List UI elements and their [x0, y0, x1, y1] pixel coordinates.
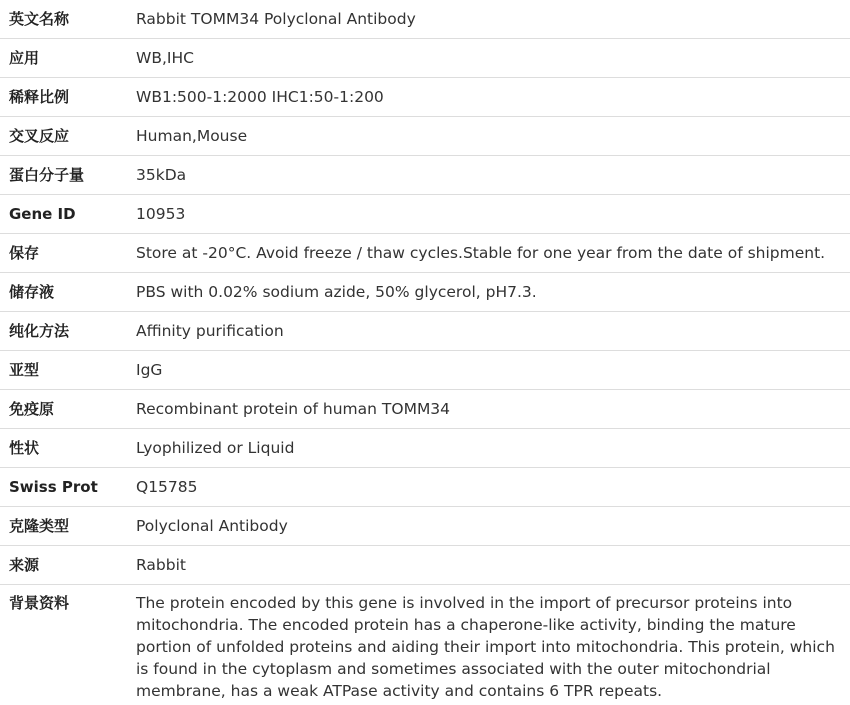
spec-label: Gene ID [0, 195, 136, 234]
spec-label: 蛋白分子量 [0, 156, 136, 195]
spec-value: Human,Mouse [136, 117, 850, 156]
spec-row-gene-id [0, 195, 850, 234]
spec-label: 纯化方法 [0, 312, 136, 351]
spec-row-swiss-prot [0, 468, 850, 507]
spec-value: Q15785 [136, 468, 850, 507]
spec-row-storage [0, 234, 850, 273]
spec-row-host [0, 546, 850, 585]
spec-row-molecular-weight [0, 156, 850, 195]
spec-label: 亚型 [0, 351, 136, 390]
spec-label: 稀释比例 [0, 78, 136, 117]
spec-value: 35kDa [136, 156, 850, 195]
spec-label: 来源 [0, 546, 136, 585]
spec-row-english-name [0, 0, 850, 39]
spec-value: Recombinant protein of human TOMM34 [136, 390, 850, 429]
spec-row-reactivity [0, 117, 850, 156]
spec-value: Rabbit [136, 546, 850, 585]
spec-value: WB1:500-1:2000 IHC1:50-1:200 [136, 78, 850, 117]
spec-value: Polyclonal Antibody [136, 507, 850, 546]
spec-row-clonality [0, 507, 850, 546]
spec-row-buffer [0, 273, 850, 312]
spec-label: 应用 [0, 39, 136, 78]
spec-label: 交叉反应 [0, 117, 136, 156]
spec-label: 保存 [0, 234, 136, 273]
spec-label: 储存液 [0, 273, 136, 312]
spec-row-form [0, 429, 850, 468]
spec-row-background [0, 585, 850, 703]
spec-value: IgG [136, 351, 850, 390]
spec-value-background: The protein encoded by this gene is involved in the import of precursor proteins into mitochondria. The encoded protein has a chaperone-like activity, binding the mature portion of unfolded proteins and aiding their import into mitochondria. This protein, which is found in the cytoplasm and sometimes associated with the outer mitochondrial membrane, has a weak ATPase activity and contains 6 TPR repeats. [136, 594, 835, 700]
spec-row-dilution [0, 78, 850, 117]
spec-value: WB,IHC [136, 39, 850, 78]
spec-label: 免疫原 [0, 390, 136, 429]
spec-label: Swiss Prot [0, 468, 136, 507]
spec-label: 性状 [0, 429, 136, 468]
spec-value: Lyophilized or Liquid [136, 429, 850, 468]
spec-row-purification [0, 312, 850, 351]
spec-label: 克隆类型 [0, 507, 136, 546]
spec-row-isotype [0, 351, 850, 390]
spec-row-application [0, 39, 850, 78]
spec-value: Store at -20°C. Avoid freeze / thaw cycles.Stable for one year from the date of shipment. [136, 234, 850, 273]
spec-value: PBS with 0.02% sodium azide, 50% glycerol, pH7.3. [136, 273, 850, 312]
spec-label: 背景资料 [9, 594, 70, 612]
spec-value: Affinity purification [136, 312, 850, 351]
spec-label: 英文名称 [0, 0, 136, 39]
spec-value: 10953 [136, 195, 850, 234]
spec-value: Rabbit TOMM34 Polyclonal Antibody [136, 0, 850, 39]
spec-row-immunogen [0, 390, 850, 429]
